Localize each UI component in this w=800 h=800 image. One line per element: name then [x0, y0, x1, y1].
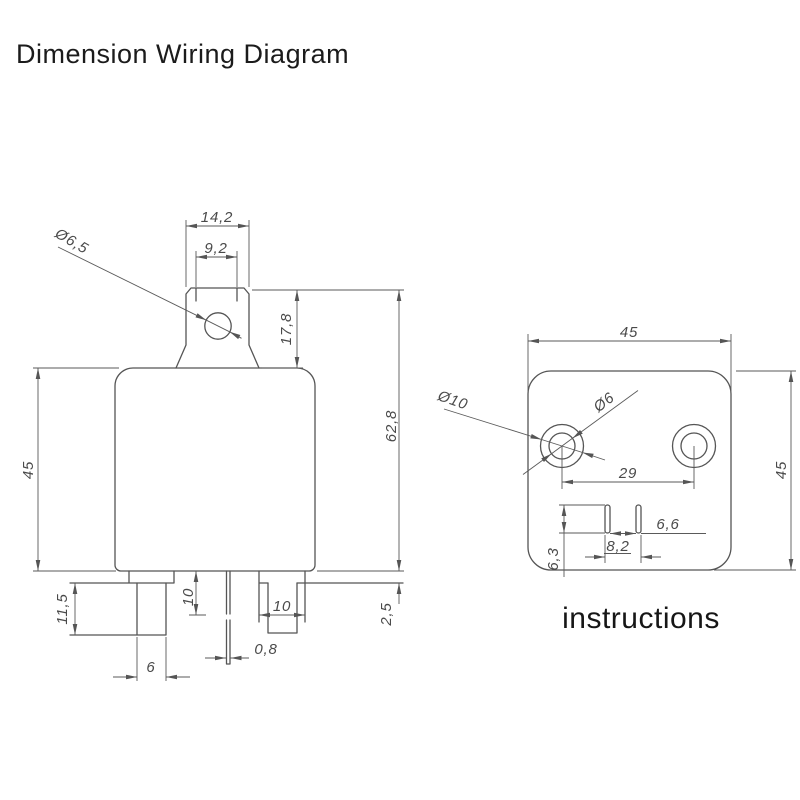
- dim-hole-inner-diameter-label: Ø6: [590, 389, 619, 416]
- dim-hole-inner-diameter: [523, 389, 638, 474]
- coil-slot-right: [636, 505, 641, 533]
- dim-plate-width-label: 45: [619, 324, 639, 341]
- relay-tab-outline: [176, 288, 259, 368]
- dim-stud-length: [54, 583, 75, 635]
- dim-coil-pin-length-label: 10: [180, 587, 197, 607]
- dim-hole-spacing-label: 29: [618, 465, 638, 482]
- dim-overall-height: [252, 290, 404, 571]
- dim-tab-height: [262, 290, 303, 368]
- dim-slot-span: [585, 535, 661, 563]
- dim-slot-spacing: [610, 516, 706, 534]
- dim-slot-span-label: 8,2: [606, 538, 630, 555]
- dim-tab-slot-width: [196, 240, 237, 287]
- dim-slot-length-label: 6,3: [545, 547, 562, 571]
- dim-coil-pin-length: [180, 571, 206, 615]
- dim-hole-outer-diameter: [435, 387, 605, 460]
- dim-body-height-label: 45: [20, 460, 37, 480]
- coil-slot-left: [605, 505, 610, 533]
- battery-stud-left: [70, 583, 166, 635]
- relay-body-outline: [115, 368, 315, 571]
- dim-plate-width: [528, 324, 731, 392]
- page-title: Dimension Wiring Diagram: [16, 39, 350, 69]
- dim-plate-height: [714, 371, 796, 570]
- dim-coil-pin-thickness: [205, 641, 278, 658]
- dim-plate-height-label: 45: [773, 460, 790, 480]
- dim-stud-width-label: 6: [146, 659, 156, 676]
- dim-stud-width: [113, 637, 190, 681]
- dim-slot-length: [545, 505, 605, 577]
- dim-coil-pin-thickness-label: 0,8: [254, 641, 278, 658]
- dim-overall-height-label: 62,8: [383, 409, 400, 443]
- coil-pin-center: [227, 571, 231, 664]
- dim-tab-width-label: 14,2: [200, 209, 234, 226]
- dim-tab-slot-width-label: 9,2: [204, 240, 228, 257]
- base-flange-left: [70, 571, 174, 583]
- top-view-caption: instructions: [562, 602, 720, 635]
- relay-front-view: [20, 209, 404, 681]
- dim-body-height: [20, 368, 119, 571]
- dim-flange-thickness: [378, 583, 399, 627]
- dim-slot-spacing-label: 6,6: [656, 516, 680, 533]
- mounting-plate-top-view: [435, 324, 796, 635]
- dim-flange-thickness-label: 2,5: [378, 602, 395, 626]
- dim-tab-hole-diameter-label: Ø6,5: [52, 225, 92, 258]
- dim-tab-height-label: 17,8: [278, 312, 295, 346]
- dim-terminal-width-label: 10: [272, 598, 292, 615]
- dim-terminal-width: [259, 598, 305, 615]
- dim-stud-length-label: 11,5: [54, 593, 71, 625]
- dim-hole-outer-diameter-label: Ø10: [435, 387, 471, 414]
- relay-tab-inner-edges: [196, 288, 237, 301]
